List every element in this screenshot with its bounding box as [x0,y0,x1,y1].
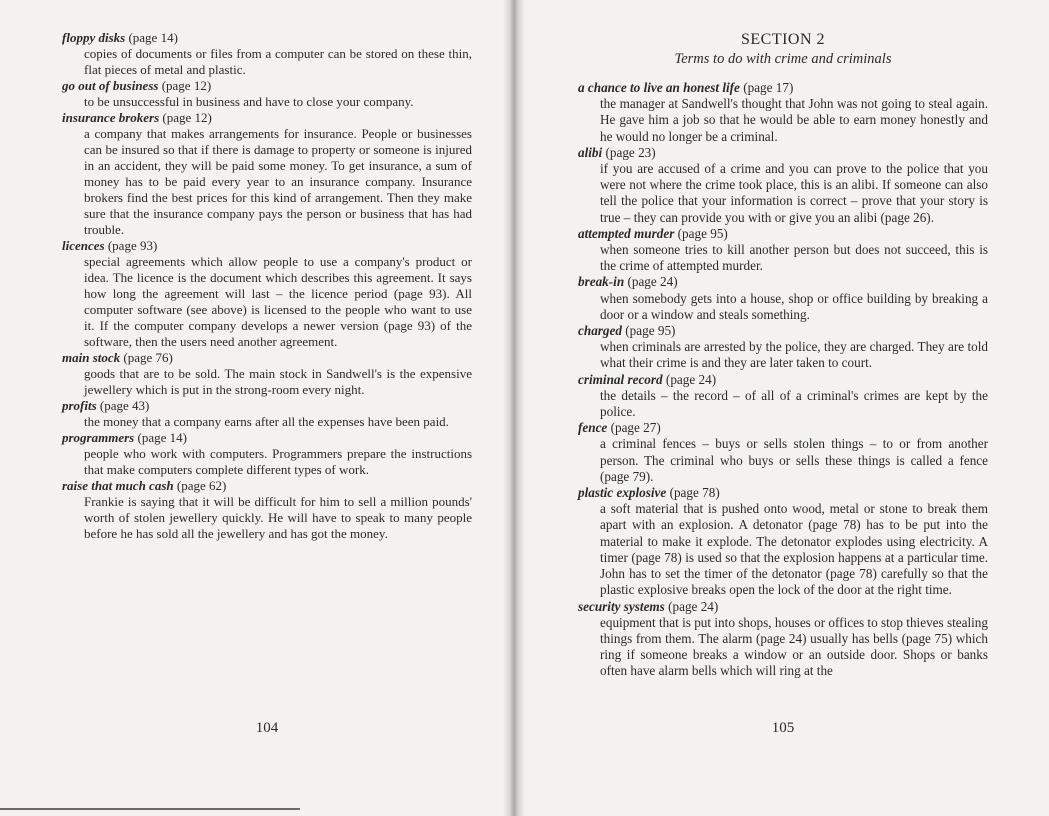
entry-ref: (page 93) [107,238,158,253]
book-spine [503,0,525,816]
glossary-entry [62,478,472,542]
entry-term: insurance brokers [62,110,160,125]
entry-definition: people who work with computers. Programmers prepare the instructions that make computers complete different types of work. [84,446,472,477]
entry-definition: the details – the record – of all of a criminal's crimes are kept by the police. [600,387,988,420]
entry-definition: a soft material that is pushed onto wood, metal or stone to break them apart with an explosion. A detonator (page 78) has to be put into the material to make it explode. The detonator explodes using electricity. A timer (page 78) is used so that the explosion happens at a particular time. John has to set the timer of the detonator (page 78) carefully so that the plastic explosive breaks open the lock of the door at the right time. [600,501,988,598]
entry-term: charged [578,323,622,339]
entry-ref: (page 23) [605,144,656,160]
entry-term: fence [578,420,608,436]
glossary-entry [62,110,472,238]
entry-term: security systems [578,598,665,614]
glossary-entry [578,80,988,145]
entry-ref: (page 95) [677,225,728,241]
entry-ref: (page 27) [610,420,661,436]
entry-definition: special agreements which allow people to use a company's product or idea. The licence is the document which describes this agreement. It says how long the agreement will last – the licence period (page 93). All computer software (see above) is licensed to the people who want to use it. If the computer company develops a newer version (page 93) of the software, then the users need another agreement. [84,254,472,349]
entry-term: floppy disks [62,30,126,45]
entry-term: main stock [62,350,121,365]
entry-ref: (page 62) [176,478,227,493]
entry-ref: (page 24) [665,371,717,387]
entry-definition: a criminal fences – buys or sells stolen things – to or from another person. The criminal who buys or sells these things is called a fence (page 79). [600,436,988,484]
entry-term: criminal record [578,371,663,387]
entry-ref: (page 12) [162,110,212,125]
page-number: 105 [771,720,795,736]
entry-term: programmers [62,430,135,445]
entry-ref: (page 14) [137,430,187,445]
entry-term: plastic explosive [578,485,667,501]
left-glossary [62,30,472,542]
page-number: 104 [255,720,279,736]
entry-definition: goods that are to be sold. The main stock in Sandwell's is the expensive jewellery which is put in the strong-room every night. [84,366,472,397]
glossary-entry [578,485,988,598]
entry-term: licences [62,238,105,253]
glossary-entry [578,420,988,485]
entry-definition: when criminals are arrested by the police, they are charged. They are told what their crime is and they are later taken to court. [600,339,988,371]
entry-ref: (page 24) [627,274,678,290]
entry-definition: the money that a company earns after all the expenses have been paid. [84,414,449,429]
entry-term: attempted murder [578,225,675,241]
entry-ref: (page 12) [161,78,212,93]
glossary-entry [62,238,472,350]
entry-term: raise that much cash [62,478,174,493]
entry-definition: a company that makes arrangements for insurance. People or businesses can be insured so that if there is damage to property or someone is injured in an accident, they will be paid some money. To get insurance, a sum of money has to be paid every year to an insurance company. Insurance brokers find the best prices for this kind of arrangement. Then they make sure that the insurance company pays the person or business that has had trouble. [84,126,472,237]
entry-definition: to be unsuccessful in business and have to close your company. [84,94,414,109]
page-edge-line [0,808,300,810]
glossary-entry [62,30,472,78]
entry-definition: equipment that is put into shops, houses or offices to stop thieves stealing things from them. The alarm (page 24) usually has bells (page 75) which ring if someone breaks a window or an outside door. Shops or banks often have alarm bells which will ring at the [600,614,988,679]
entry-ref: (page 76) [123,350,173,365]
entry-ref: (page 95) [625,323,676,339]
entry-definition: copies of documents or files from a computer can be stored on these thin, flat pieces of metal and plastic. [84,46,472,77]
entry-term: break-in [578,274,625,290]
entry-ref: (page 24) [668,598,719,614]
entry-ref: (page 78) [669,485,720,501]
entry-definition: when someone tries to kill another person but does not succeed, this is the crime of attempted murder. [600,242,988,274]
entry-term: a chance to live an honest life [578,80,740,95]
entry-definition: Frankie is saying that it will be difficult for him to sell a million pounds' worth of stolen jewellery quickly. He will have to speak to many people before he has sold all the jewellery and has got the money. [84,494,472,541]
right-glossary [578,80,988,680]
section-subtitle: Terms to do with crime and criminals [674,51,892,67]
glossary-entry [62,430,472,478]
glossary-entry [62,350,472,398]
glossary-entry [578,372,988,421]
entry-ref: (page 17) [743,80,794,95]
section-title: SECTION 2 [740,31,826,48]
entry-definition: the manager at Sandwell's thought that John was not going to steal again. He gave him a job so that he would be able to earn money honestly and he would no longer be a criminal. [600,96,988,144]
section-header [578,30,988,68]
glossary-entry [578,323,988,372]
entry-definition: if you are accused of a crime and you can prove to the police that you were not where the crime took place, this is an alibi. If someone can also tell the police that your information is correct – prove that your story is true – they can provide you with or give you an alibi (page 26). [600,161,988,225]
entry-ref: (page 14) [128,30,178,45]
glossary-entry [578,274,988,323]
entry-ref: (page 43) [99,398,150,413]
entry-term: go out of business [62,78,159,93]
glossary-entry [62,398,472,430]
entry-definition: when somebody gets into a house, shop or office building by breaking a door or a window and steals something. [600,290,988,322]
entry-term: alibi [578,144,603,160]
glossary-entry [578,226,988,275]
entry-term: profits [62,398,97,413]
glossary-entry [578,145,988,226]
glossary-entry [578,599,988,680]
glossary-entry [62,78,472,110]
